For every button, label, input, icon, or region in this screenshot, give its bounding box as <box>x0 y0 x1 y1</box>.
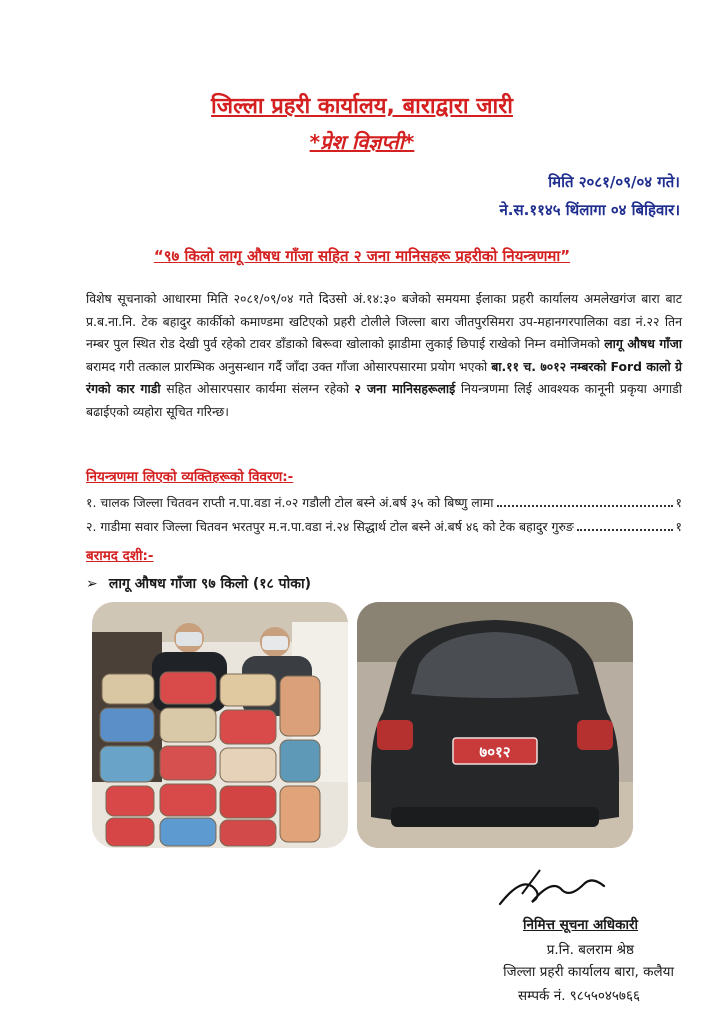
leader-dots <box>577 518 673 531</box>
recovery-item-text: लागू औषध गाँजा ९७ किलो (१८ पोका) <box>108 576 312 592</box>
signatory-name: प्र.नि. बलराम श्रेष्ठ <box>546 942 634 958</box>
signatory-office: जिल्ला प्रहरी कार्यालय बारा, कलैया <box>503 964 674 980</box>
signatory-title: निमित्त सूचना अधिकारी <box>523 917 638 933</box>
persons-section-heading: नियन्त्रणमा लिएको व्यक्तिहरूको विवरण:- <box>86 469 294 485</box>
seized-packages-photo <box>92 602 348 848</box>
black-car-illustration <box>357 602 633 848</box>
page-title: जिल्ला प्रहरी कार्यालय, बाराद्वारा जारी <box>211 94 513 119</box>
nepal-sambat-date: ने.स.११४५ थिंलागा ०४ बिहिवार। <box>499 201 680 219</box>
body-text-part: नियन्त्रणमा लिई आवश्यक कानूनी प्रकृया अगाडी बढाईएको व्यहोरा सूचित गरिन्छ। <box>86 381 682 419</box>
person-text: २. गाडीमा सवार जिल्ला चितवन भरतपुर म.न.पा.वडा नं.२४ सिद्धार्थ टोल बस्ने अं.बर्ष ४६ को टेक बहादुर गुरुङ <box>86 519 574 534</box>
signature-icon <box>492 866 622 914</box>
signatory-contact: सम्पर्क नं. ९८५५०४५७६६ <box>517 988 640 1004</box>
body-paragraph <box>86 288 682 423</box>
recovery-section-heading: बरामद दशी:- <box>86 548 154 564</box>
body-text-part: सहित ओसारपसार कार्यमा संलग्न रहेको <box>166 381 349 396</box>
body-text-part: विशेष सूचनाको आधारमा मिति २०८१/०९/०४ गते दिउसो अं.१४:३० बजेको समयमा ईलाका प्रहरी कार्यालय अमलेखगंज बारा बाट प्र.ब.ना.नि. टेक बहादुर कार्कीको कमाण्डमा खटिएको प्रहरी टोलीले जिल्ला बारा जीतपुरसिमरा उप-महानगरपालिका वडा नं.२२ तिन नम्बर पुल स्थित रोड देखी पुर्व रहेको टावर डाँडाको बिरूवा खोलाको झाडीमा लुकाई छिपाई राखेको निम्न वमोजिमको <box>86 291 682 351</box>
license-plate: ७०१२ <box>479 743 511 761</box>
black-car-photo <box>357 602 633 848</box>
seized-packages-illustration <box>92 602 348 848</box>
body-bold-persons: २ जना मानिसहरूलाई <box>354 381 456 396</box>
person-count: १ <box>675 495 682 510</box>
person-count: १ <box>675 519 682 534</box>
arrow-bullet-icon: ➢ <box>86 576 98 592</box>
recovery-item <box>86 574 311 593</box>
release-date: मिति २०८१/०९/०४ गते। <box>548 173 680 191</box>
body-text-part: बरामद गरी तत्काल प्रारम्भिक अनुसन्धान गर्दै जाँदा उक्त गाँजा ओसारपसारमा प्रयोग भएको <box>86 358 488 374</box>
person-row <box>86 494 682 511</box>
leader-dots <box>497 494 673 507</box>
person-row <box>86 518 682 535</box>
body-bold-drug: लागू औषध गाँजा <box>604 336 682 351</box>
person-text: १. चालक जिल्ला चितवन राप्ती न.पा.वडा नं.०२ गडौली टोल बस्ने अं.बर्ष ३५ को बिष्णु लामा <box>86 495 494 510</box>
body-bold-vehicle: बा.११ च. ७०१२ नम्बरको Ford कालो ग्रे रंगको कार गाडी <box>86 358 682 396</box>
news-headline: “९७ किलो लागू औषध गाँजा सहित २ जना मानिसहरू प्रहरीको नियन्त्रणमा” <box>153 247 571 265</box>
press-release-subtitle: *प्रेश विज्ञप्ती* <box>309 130 415 154</box>
